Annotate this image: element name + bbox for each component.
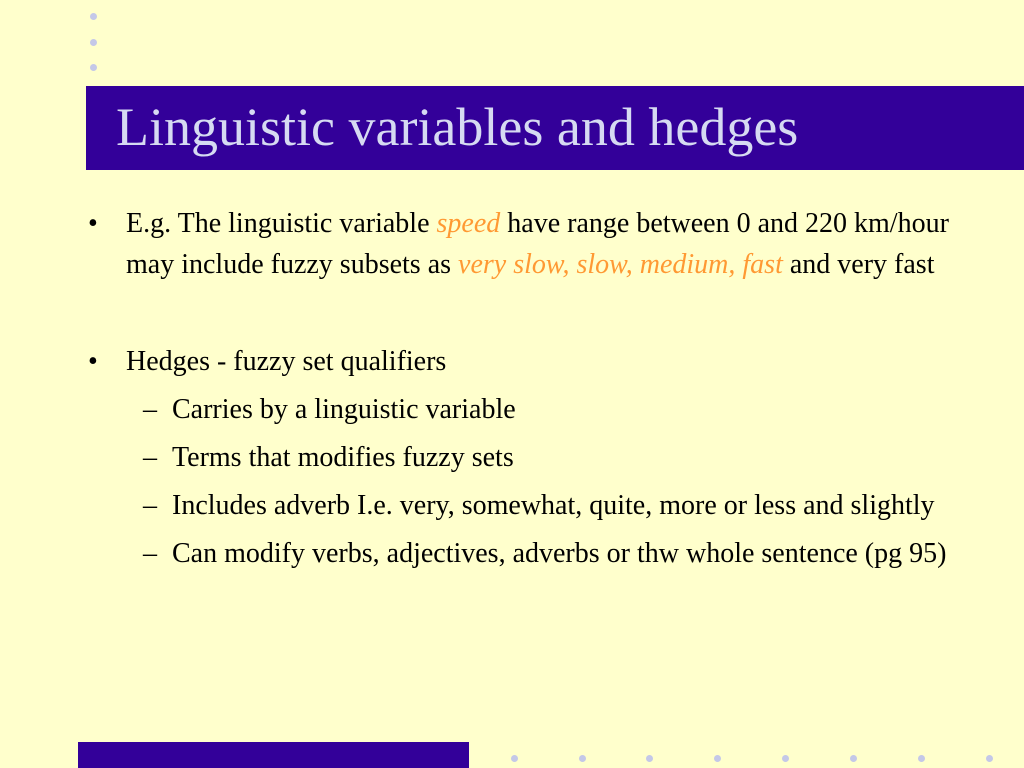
decor-dot [986,755,993,762]
sub-bullet-text: Carries by a linguistic variable [172,394,516,425]
bullet-text: have range between 0 and 220 km/hour may include fuzzy subsets as [126,208,949,280]
bullet-text: and very fast [782,249,935,280]
sub-bullet-item [86,533,956,574]
highlighted-term: very slow, slow, medium, fast [458,249,783,280]
decor-dot [90,13,97,20]
sub-bullet-item [86,437,956,478]
sub-bullet-text: Can modify verbs, adjectives, adverbs or thw whole sentence (pg 95) [172,538,947,569]
dash-marker: – [143,490,157,521]
slide-title: Linguistic variables and hedges [116,97,799,157]
sub-bullet-text: Includes adverb I.e. very, somewhat, quite, more or less and slightly [172,490,935,521]
decor-dot [646,755,653,762]
bullet-item [86,203,956,285]
decor-dot [90,39,97,46]
sub-bullet-item [86,389,956,430]
bullet-text: Hedges - fuzzy set qualifiers [126,346,447,377]
spacer [86,285,956,341]
footer-bar [78,742,469,768]
decor-dot [579,755,586,762]
sub-bullet-text: Terms that modifies fuzzy sets [172,442,514,473]
slide-body [86,203,956,574]
decor-dot [714,755,721,762]
bullet-marker: • [88,208,98,239]
bullet-item [86,341,956,382]
decor-dot [850,755,857,762]
dash-marker: – [143,394,157,425]
decor-dot [782,755,789,762]
bullet-text: E.g. The linguistic variable [126,208,437,239]
decor-dot [90,64,97,71]
decor-dot [511,755,518,762]
dash-marker: – [143,442,157,473]
sub-bullet-item [86,485,956,526]
decor-dot [918,755,925,762]
highlighted-term: speed [436,208,501,239]
dash-marker: – [143,538,157,569]
bullet-marker: • [88,346,98,377]
